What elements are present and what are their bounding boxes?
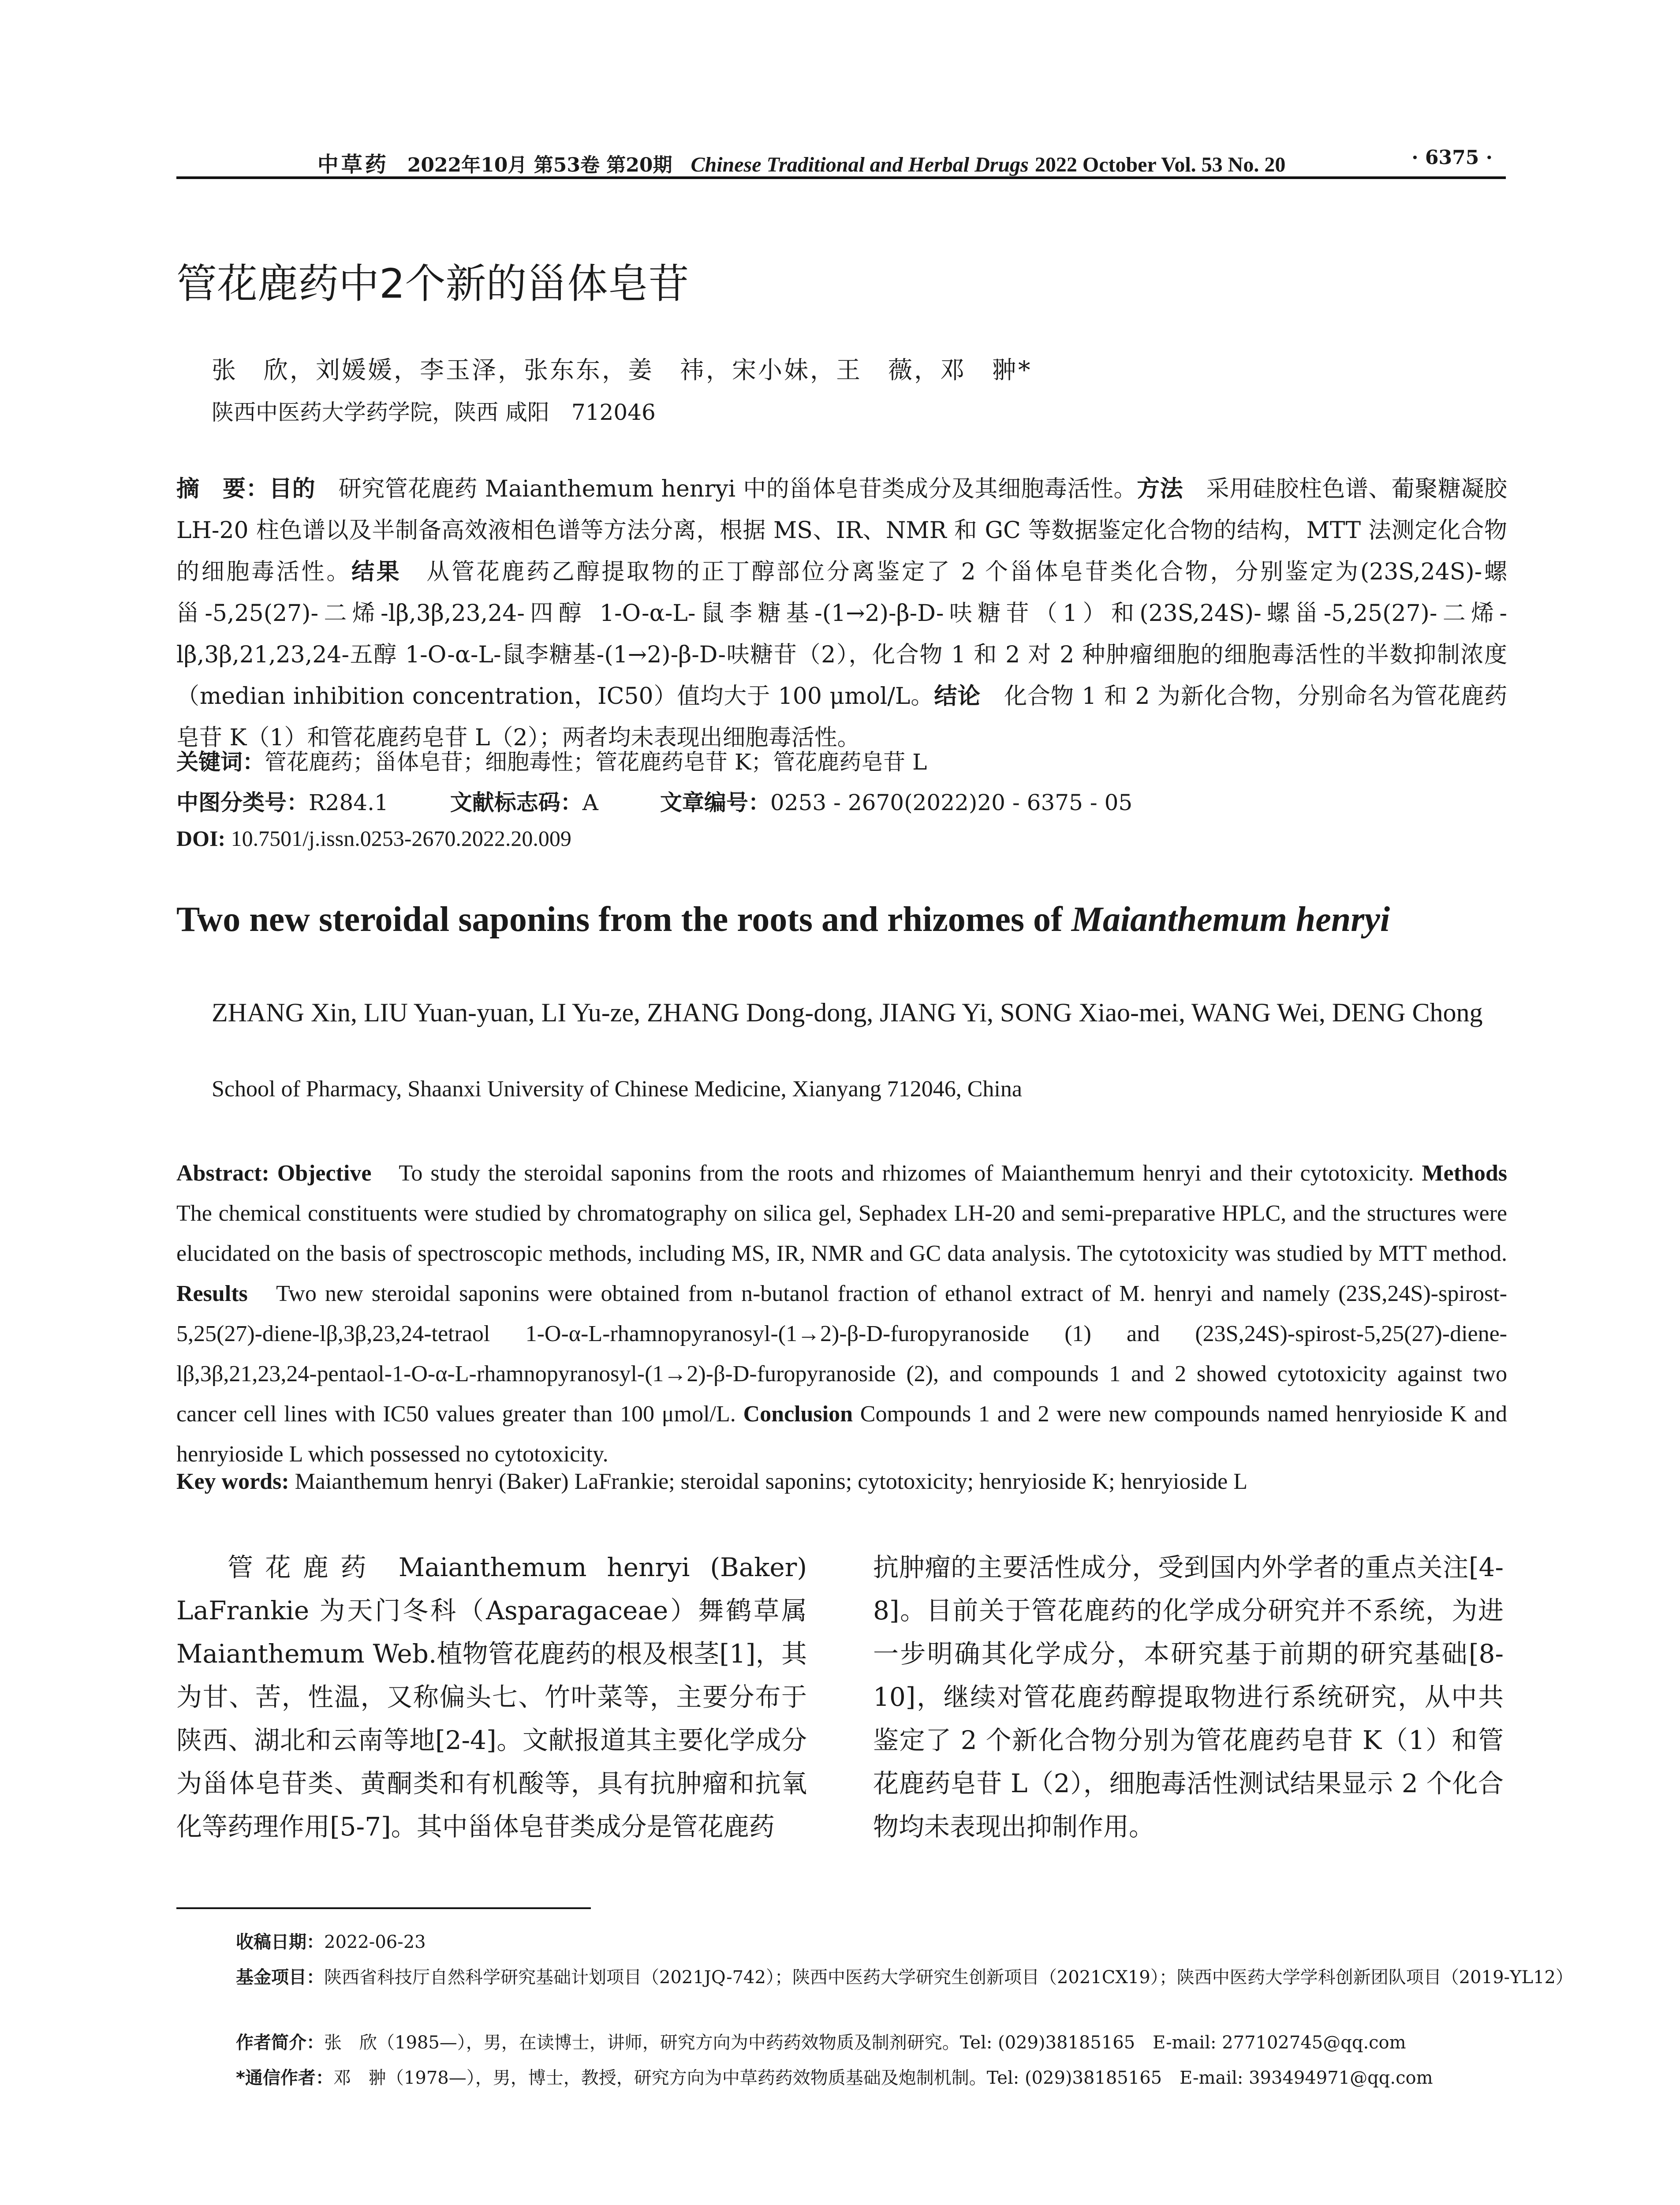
clc-value: R284.1 (309, 790, 388, 815)
author-value: 张 欣（1985—），男，在读博士，讲师，研究方向为中药药效物质及制剂研究。Tel: (029)38185165 E-mail: 277102745@qq.com (324, 2033, 1406, 2053)
issue-date-cn: 2022年10月 第53卷 第20期 (407, 154, 672, 176)
doc-code-value: A (582, 790, 598, 815)
chinese-affiliation: 陕西中医药大学药学院，陕西 咸阳 712046 (212, 400, 656, 425)
received-label: 收稿日期： (236, 1932, 324, 1952)
keywords-label-cn: 关键词： (176, 749, 265, 775)
doc-code-label: 文献标志码： (450, 790, 582, 815)
methods-text-en: The chemical constituents were studied by chromatography on silica gel, Sephadex LH-20 and semi-preparative HPLC, and the structures were elucidated on the basis of spectroscopic methods, including MS, IR, NMR and GC data analysis. The cytotoxicity was studied by MTT method. (176, 1201, 1507, 1266)
results-text-en: Two new steroidal saponins were obtained from n-butanol fraction of ethanol extract of M. henryi and namely (23S,24S)-spirost-5,25(27)-diene-lβ,3β,23,24-tetraol 1-O-α-L-rhamnopyranosyl-(1→2)-β-D-furopyranoside (1) and (23S,24S)-spirost-5,25(27)-diene-lβ,3β,21,23,24-pentaol-1-O-α-L-rhamnopyranosyl-(1→2)-β-D-furopyranoside (2), and compounds 1 and 2 showed cytotoxicity against two cancer cell lines with IC50 values greater than 100 μmol/L. (176, 1281, 1507, 1427)
english-authors: ZHANG Xin, LIU Yuan-yuan, LI Yu-ze, ZHANG Dong-dong, JIANG Yi, SONG Xiao-mei, WANG Wei, DENG Chong (212, 998, 1483, 1027)
author-label: 作者简介： (236, 2033, 324, 2053)
conclusion-text-cn: 化合物 1 和 2 为新化合物，分别命名为管花鹿药皂苷 K（1）和管花鹿药皂苷 L（2）；两者均未表现出细胞毒活性。 (176, 683, 1507, 751)
conclusion-label-cn: 结论 (934, 683, 981, 710)
journal-logo-cn: 中草药 (317, 152, 389, 177)
footnote-received (236, 1928, 1506, 1956)
journal-name-en: Chinese Traditional and Herbal Drugs (691, 153, 1029, 176)
corresponding-label: *通信作者： (236, 2068, 333, 2088)
page-number: · 6375 · (1411, 146, 1493, 169)
fund-value: 陕西省科技厅自然科学研究基础计划项目（2021JQ-742）；陕西中医药大学研究生创新项目（2021CX19）；陕西中医药大学学科创新团队项目（2019-YL12） (324, 1967, 1573, 1988)
issue-date-en: 2022 October Vol. 53 No. 20 (1034, 153, 1286, 176)
running-header (176, 140, 1506, 179)
methods-label-cn: 方法 (1137, 476, 1183, 502)
methods-text-cn: 采用硅胶柱色谱、葡聚糖凝胶 LH-20 柱色谱以及半制备高效液相色谱等方法分离，根据 MS、IR、NMR 和 GC 等数据鉴定化合物的结构，MTT 法测定化合物的细胞毒活性。 (176, 476, 1507, 585)
keywords-cn (176, 744, 927, 776)
article-no-value: 0253 - 2670(2022)20 - 6375 - 05 (770, 790, 1133, 815)
received-value: 2022-06-23 (324, 1932, 426, 1952)
footnote-author (236, 2029, 1506, 2057)
english-title-species: Maianthemum henryi (1071, 900, 1390, 939)
body-column-right: 抗肿瘤的主要活性成分，受到国内外学者的重点关注[4-8]。目前关于管花鹿药的化学成分研究并不系统，为进一步明确其化学成分，本研究基于前期的研究基础[8-10]，继续对管花鹿药醇提取物进行系统研究，从中共鉴定了 2 个新化合物分别为管花鹿药皂苷 K（1）和管花鹿药皂苷 L（2），细胞毒活性测试结果显示 2 个化合物均未表现出抑制作用。 (873, 1552, 1504, 1842)
doi-line (176, 826, 571, 851)
fund-label: 基金项目： (236, 1967, 324, 1988)
abstract-label-cn: 摘 要： (176, 476, 269, 502)
footnote-fund (236, 1963, 1598, 1992)
results-label-en: Results (176, 1281, 248, 1306)
objective-label-en: Objective (277, 1161, 372, 1186)
english-affiliation: School of Pharmacy, Shaanxi University of Chinese Medicine, Xianyang 712046, China (212, 1076, 1022, 1102)
footnote-rule (176, 1907, 591, 1909)
chinese-title: 管花鹿药中2个新的甾体皂苷 (176, 260, 689, 307)
keywords-label-en: Key words: (176, 1469, 289, 1494)
body-column-left: 管花鹿药 Maianthemum henryi (Baker) LaFrankie 为天门冬科（Asparagaceae）舞鹤草属 Maianthemum Web.植物管花鹿药的根及根茎[1]，其为甘、苦，性温，又称偏头七、竹叶菜等，主要分布于陕西、湖北和云南等地[2-4]。文献报道其主要化学成分为甾体皂苷类、黄酮类和有机酸等，具有抗肿瘤和抗氧化等药理作用[5-7]。其中甾体皂苷类成分是管花鹿药 (176, 1552, 807, 1842)
chinese-abstract (176, 468, 1507, 759)
methods-label-en: Methods (1422, 1161, 1508, 1186)
objective-text-en: To study the steroidal saponins from the roots and rhizomes of Maianthemum henryi and their cytotoxicity. (399, 1161, 1414, 1186)
article-no-label: 文章编号： (660, 790, 770, 815)
results-label-cn: 结果 (351, 559, 402, 585)
english-abstract (176, 1153, 1507, 1474)
corresponding-value: 邓 翀（1978—），男，博士，教授，研究方向为中草药药效物质基础及炮制机制。Tel: (029)38185165 E-mail: 393494971@qq.com (333, 2068, 1433, 2088)
english-title (176, 900, 1508, 940)
clc-label: 中图分类号： (176, 790, 309, 815)
doi-label: DOI: (176, 826, 226, 851)
footnote-corresponding (236, 2064, 1506, 2092)
keywords-text-cn: 管花鹿药；甾体皂苷；细胞毒性；管花鹿药皂苷 K；管花鹿药皂苷 L (265, 749, 927, 775)
objective-label-cn: 目的 (269, 476, 316, 502)
keywords-text-en: Maianthemum henryi (Baker) LaFrankie; steroidal saponins; cytotoxicity; henryioside K; henryioside L (295, 1469, 1248, 1494)
english-title-text: Two new steroidal saponins from the roots and rhizomes of (176, 900, 1071, 939)
abstract-label-en: Abstract: (176, 1161, 269, 1186)
header-text (176, 147, 1426, 178)
conclusion-label-en: Conclusion (743, 1401, 853, 1427)
doi-link[interactable]: 10.7501/j.issn.0253-2670.2022.20.009 (231, 826, 571, 851)
results-text-cn: 从管花鹿药乙醇提取物的正丁醇部位分离鉴定了 2 个甾体皂苷类化合物，分别鉴定为(23S,24S)-螺甾-5,25(27)-二烯-lβ,3β,23,24-四醇 1-O-α-L-鼠李糖基-(1→2)-β-D-呋糖苷（1）和(23S,24S)-螺甾-5,25(27)-二烯-lβ,3β,21,23,24-五醇 1-O-α-L-鼠李糖基-(1→2)-β-D-呋糖苷（2），化合物 1 和 2 对 2 种肿瘤细胞的细胞毒活性的半数抑制浓度（median inhibition concentration，IC50）值均大于 100 μmol/L。 (176, 559, 1507, 710)
keywords-en (176, 1469, 1247, 1495)
classification-line (176, 785, 1132, 817)
objective-text-cn: 研究管花鹿药 Maianthemum henryi 中的甾体皂苷类成分及其细胞毒活性。 (338, 476, 1137, 502)
conclusion-text-en: Compounds 1 and 2 were new compounds named henryioside K and henryioside L which possessed no cytotoxicity. (176, 1401, 1507, 1467)
chinese-authors: 张 欣，刘媛媛，李玉泽，张东东，姜 祎，宋小妹，王 薇，邓 翀* (212, 356, 1032, 384)
